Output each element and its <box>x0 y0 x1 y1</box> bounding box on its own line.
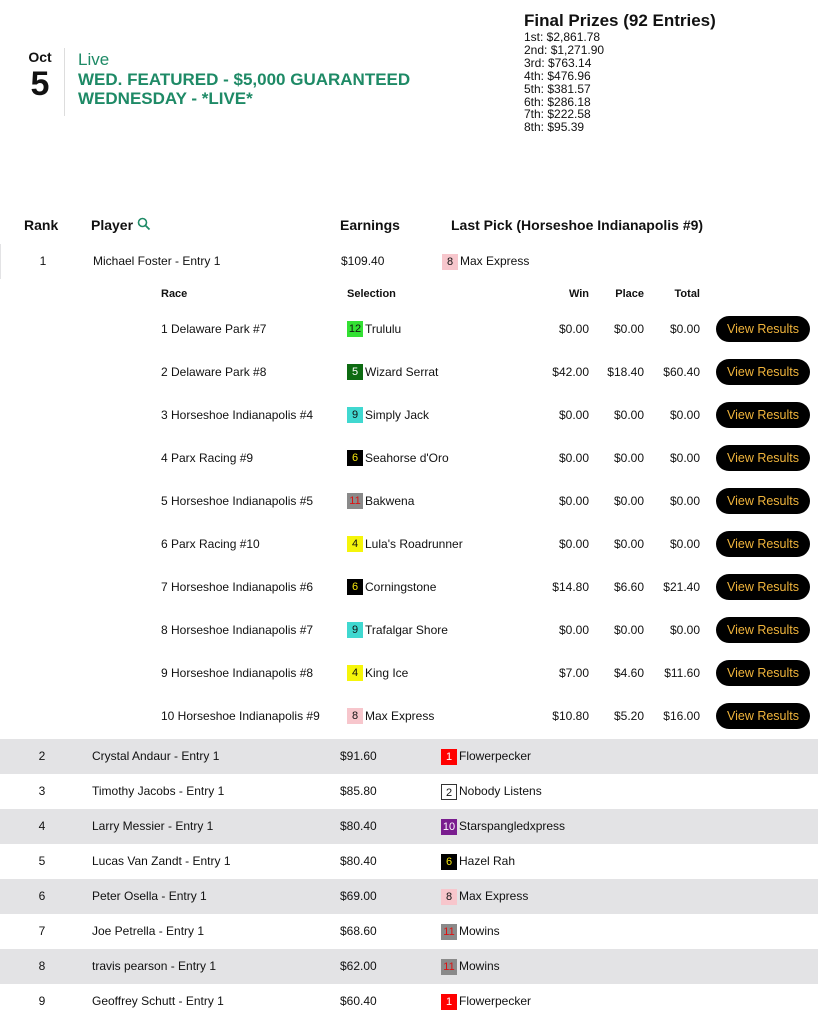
tournament-name: WED. FEATURED - $5,000 GUARANTEED WEDNESDAY - *LIVE* <box>78 70 411 108</box>
earnings: $85.80 <box>340 784 377 798</box>
total-payout: $0.00 <box>669 494 700 508</box>
earnings: $80.40 <box>340 819 377 833</box>
program-number-badge: 6 <box>441 854 457 870</box>
rank: 7 <box>38 924 46 938</box>
prize-item: 4th: $476.96 <box>524 68 591 83</box>
table-row[interactable] <box>0 739 818 774</box>
player-name[interactable]: Lucas Van Zandt - Entry 1 <box>92 854 231 868</box>
win-payout: $0.00 <box>558 537 589 551</box>
program-number-badge: 9 <box>347 407 363 423</box>
player-name[interactable]: Michael Foster - Entry 1 <box>93 254 221 268</box>
horse-name: Max Express <box>460 254 530 268</box>
view-results-button[interactable]: View Results <box>716 488 810 514</box>
table-row[interactable] <box>0 879 818 914</box>
player-name[interactable]: Crystal Andaur - Entry 1 <box>92 749 220 763</box>
tournament-date <box>24 48 56 102</box>
view-results-button[interactable]: View Results <box>716 660 810 686</box>
race-detail-header <box>0 286 818 302</box>
race-name: 7 Horseshoe Indianapolis #6 <box>161 580 314 594</box>
race-name: 2 Delaware Park #8 <box>161 365 267 379</box>
prize-item: 8th: $95.39 <box>524 120 585 135</box>
race-name: 6 Parx Racing #10 <box>161 537 260 551</box>
leaderboard-header <box>0 216 818 234</box>
program-number-badge: 4 <box>347 536 363 552</box>
horse-name: Max Express <box>365 709 435 723</box>
last-pick <box>441 914 500 949</box>
race-row <box>0 443 818 473</box>
horse-name: Lula's Roadrunner <box>365 537 463 551</box>
col-place: Place <box>615 288 644 300</box>
rank: 9 <box>38 994 46 1008</box>
table-row[interactable] <box>0 914 818 949</box>
player-name[interactable]: Timothy Jacobs - Entry 1 <box>92 784 225 798</box>
place-payout: $0.00 <box>613 494 644 508</box>
horse-name: Seahorse d'Oro <box>365 451 449 465</box>
total-payout: $0.00 <box>669 408 700 422</box>
selection <box>347 615 448 645</box>
win-payout: $10.80 <box>552 709 589 723</box>
rank: 8 <box>38 959 46 973</box>
rank: 4 <box>38 819 46 833</box>
program-number-badge: 1 <box>441 749 457 765</box>
horse-name: Simply Jack <box>365 408 430 422</box>
col-race: Race <box>161 288 188 300</box>
table-row[interactable] <box>0 949 818 984</box>
tournament-status: Live <box>78 50 110 69</box>
horse-name: Bakwena <box>365 494 415 508</box>
race-row <box>0 357 818 387</box>
selection <box>347 572 436 602</box>
selection <box>347 400 429 430</box>
total-payout: $0.00 <box>669 623 700 637</box>
rank: 2 <box>38 749 46 763</box>
place-payout: $0.00 <box>613 451 644 465</box>
earnings: $68.60 <box>340 924 377 938</box>
race-name: 9 Horseshoe Indianapolis #8 <box>161 666 314 680</box>
view-results-button[interactable]: View Results <box>716 531 810 557</box>
earnings: $109.40 <box>341 254 385 268</box>
last-pick <box>442 244 529 279</box>
program-number-badge: 5 <box>347 364 363 380</box>
prize-item: 5th: $381.57 <box>524 81 591 96</box>
total-payout: $21.40 <box>663 580 700 594</box>
tournament-info <box>78 50 498 108</box>
program-number-badge: 8 <box>347 708 363 724</box>
selection <box>347 486 414 516</box>
horse-name: Flowerpecker <box>459 994 532 1008</box>
race-name: 10 Horseshoe Indianapolis #9 <box>161 709 320 723</box>
view-results-button[interactable]: View Results <box>716 316 810 342</box>
race-row <box>0 701 818 731</box>
race-name: 1 Delaware Park #7 <box>161 322 267 336</box>
race-name: 8 Horseshoe Indianapolis #7 <box>161 623 314 637</box>
program-number-badge: 9 <box>347 622 363 638</box>
prize-item: 1st: $2,861.78 <box>524 30 601 44</box>
view-results-button[interactable]: View Results <box>716 703 810 729</box>
rank: 5 <box>38 854 46 868</box>
selection <box>347 314 401 344</box>
earnings: $80.40 <box>340 854 377 868</box>
race-row <box>0 658 818 688</box>
place-payout: $18.40 <box>607 365 644 379</box>
horse-name: King Ice <box>365 666 409 680</box>
race-row <box>0 400 818 430</box>
place-payout: $0.00 <box>613 322 644 336</box>
race-row <box>0 572 818 602</box>
place-payout: $0.00 <box>613 537 644 551</box>
last-pick <box>441 809 565 844</box>
col-win: Win <box>568 288 589 300</box>
win-payout: $0.00 <box>558 322 589 336</box>
race-row <box>0 529 818 559</box>
col-player-label: Player <box>91 217 134 233</box>
horse-name: Trafalgar Shore <box>365 623 448 637</box>
win-payout: $42.00 <box>552 365 589 379</box>
program-number-badge: 2 <box>441 784 457 800</box>
player-name[interactable]: Joe Petrella - Entry 1 <box>92 924 205 938</box>
date-month: Oct <box>28 49 52 65</box>
total-payout: $0.00 <box>669 322 700 336</box>
rank: 3 <box>38 784 46 798</box>
total-payout: $0.00 <box>669 451 700 465</box>
program-number-badge: 6 <box>347 579 363 595</box>
selection <box>347 443 449 473</box>
win-payout: $0.00 <box>558 408 589 422</box>
view-results-button[interactable]: View Results <box>716 359 810 385</box>
total-payout: $60.40 <box>663 365 700 379</box>
view-results-button[interactable]: View Results <box>716 402 810 428</box>
col-player <box>91 216 151 234</box>
selection <box>347 658 408 688</box>
horse-name: Mowins <box>459 924 500 938</box>
view-results-button[interactable]: View Results <box>716 574 810 600</box>
horse-name: Nobody Listens <box>459 784 542 798</box>
last-pick <box>441 844 515 879</box>
player-name[interactable]: Peter Osella - Entry 1 <box>92 889 207 903</box>
table-row[interactable] <box>0 774 818 809</box>
view-results-button[interactable]: View Results <box>716 445 810 471</box>
prize-item: 7th: $222.58 <box>524 107 591 122</box>
program-number-badge: 11 <box>347 493 363 509</box>
total-payout: $11.60 <box>664 666 700 680</box>
win-payout: $0.00 <box>558 494 589 508</box>
win-payout: $14.80 <box>552 580 589 594</box>
win-payout: $7.00 <box>558 666 589 680</box>
col-earnings: Earnings <box>340 217 400 233</box>
selection <box>347 701 434 731</box>
race-name: 4 Parx Racing #9 <box>161 451 254 465</box>
rank: 1 <box>39 254 47 268</box>
earnings: $69.00 <box>340 889 377 903</box>
header-divider <box>64 48 65 116</box>
program-number-badge: 10 <box>442 820 456 833</box>
last-pick <box>441 984 531 1019</box>
program-number-badge: 1 <box>441 994 457 1010</box>
place-payout: $0.00 <box>613 408 644 422</box>
horse-name: Hazel Rah <box>459 854 516 868</box>
table-row[interactable] <box>0 244 818 279</box>
table-row[interactable] <box>0 809 818 844</box>
race-row <box>0 486 818 516</box>
search-icon[interactable] <box>137 217 151 231</box>
selection <box>347 357 438 387</box>
prize-list <box>524 31 716 134</box>
view-results-button[interactable]: View Results <box>716 617 810 643</box>
col-last-pick: Last Pick (Horseshoe Indianapolis #9) <box>451 217 704 233</box>
player-name[interactable]: Geoffrey Schutt - Entry 1 <box>92 994 224 1008</box>
program-number-badge: 11 <box>441 959 457 975</box>
program-number-badge: 11 <box>441 924 457 940</box>
col-rank: Rank <box>24 217 59 233</box>
total-payout: $16.00 <box>663 709 700 723</box>
earnings: $91.60 <box>340 749 377 763</box>
win-payout: $0.00 <box>558 451 589 465</box>
horse-name: Flowerpecker <box>459 749 532 763</box>
prizes-title: Final Prizes (92 Entries) <box>524 11 716 30</box>
prize-item: 3rd: $763.14 <box>524 55 592 70</box>
last-pick <box>441 879 528 914</box>
total-payout: $0.00 <box>669 537 700 551</box>
player-name[interactable]: Larry Messier - Entry 1 <box>92 819 214 833</box>
last-pick <box>441 774 542 809</box>
date-day: 5 <box>30 65 50 103</box>
program-number-badge: 12 <box>348 323 362 335</box>
rank: 6 <box>38 889 46 903</box>
selection <box>347 529 463 559</box>
program-number-badge: 8 <box>441 889 457 905</box>
horse-name: Wizard Serrat <box>365 365 439 379</box>
horse-name: Trululu <box>365 322 402 336</box>
program-number-badge: 4 <box>347 665 363 681</box>
place-payout: $6.60 <box>613 580 644 594</box>
race-row <box>0 615 818 645</box>
last-pick <box>441 739 531 774</box>
race-name: 3 Horseshoe Indianapolis #4 <box>161 408 314 422</box>
earnings: $62.00 <box>340 959 377 973</box>
horse-name: Corningstone <box>365 580 437 594</box>
horse-name: Max Express <box>459 889 529 903</box>
prize-item: 6th: $286.18 <box>524 94 591 109</box>
col-total: Total <box>674 288 700 300</box>
table-row[interactable] <box>0 984 818 1019</box>
program-number-badge: 8 <box>442 254 458 270</box>
place-payout: $4.60 <box>613 666 644 680</box>
horse-name: Starspangledxpress <box>459 819 566 833</box>
player-name[interactable]: travis pearson - Entry 1 <box>92 959 217 973</box>
race-row <box>0 314 818 344</box>
last-pick <box>441 949 500 984</box>
race-name: 5 Horseshoe Indianapolis #5 <box>161 494 314 508</box>
program-number-badge: 6 <box>347 450 363 466</box>
table-row[interactable] <box>0 844 818 879</box>
earnings: $60.40 <box>340 994 377 1008</box>
col-selection: Selection <box>347 288 396 300</box>
place-payout: $5.20 <box>613 709 644 723</box>
place-payout: $0.00 <box>613 623 644 637</box>
final-prizes <box>524 11 716 134</box>
win-payout: $0.00 <box>558 623 589 637</box>
horse-name: Mowins <box>459 959 500 973</box>
prize-item: 2nd: $1,271.90 <box>524 42 605 57</box>
